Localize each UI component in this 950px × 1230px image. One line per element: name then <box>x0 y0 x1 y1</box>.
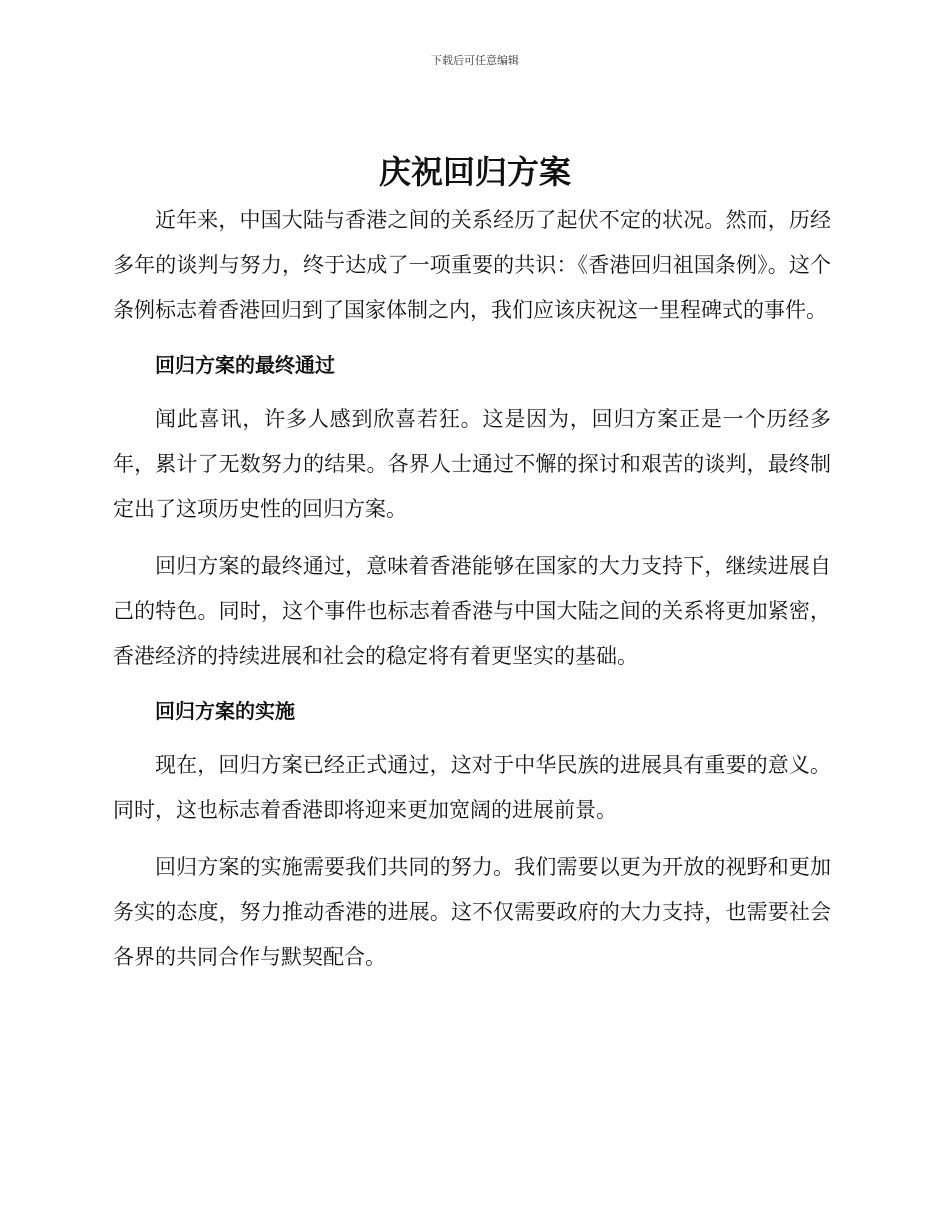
intro-paragraph: 近年来，中国大陆与香港之间的关系经历了起伏不定的状况。然而，历经多年的谈判与努力，终于达成了一项重要的共识：《香港回归祖国条例》。这个条例标志着香港回归到了国家体制之内，我们应该庆祝这一里程碑式的事件。 <box>113 208 831 322</box>
header-note: 下载后可任意编辑 <box>431 54 519 67</box>
section-heading: 回归方案的最终通过 <box>155 353 335 377</box>
body-paragraph: 回归方案的实施需要我们共同的努力。我们需要以更为开放的视野和更加务实的态度，努力推动香港的进展。这不仅需要政府的大力支持，也需要社会各界的共同合作与默契配合。 <box>113 855 831 969</box>
section-implementation <box>113 691 831 980</box>
document-body <box>113 198 831 992</box>
section-final-approval <box>113 345 831 679</box>
body-paragraph: 闻此喜讯，许多人感到欣喜若狂。这是因为，回归方案正是一个历经多年，累计了无数努力的结果。各界人士通过不懈的探讨和艰苦的谈判，最终制定出了这项历史性的回归方案。 <box>113 407 831 521</box>
section-heading: 回归方案的实施 <box>155 699 295 723</box>
body-paragraph: 回归方案的最终通过，意味着香港能够在国家的大力支持下，继续进展自己的特色。同时，这个事件也标志着香港与中国大陆之间的关系将更加紧密，香港经济的持续进展和社会的稳定将有着更坚实的基础。 <box>113 554 831 668</box>
document-title: 庆祝回归方案 <box>378 153 571 191</box>
body-paragraph: 现在，回归方案已经正式通过，这对于中华民族的进展具有重要的意义。同时，这也标志着香港即将迎来更加宽阔的进展前景。 <box>113 753 831 822</box>
